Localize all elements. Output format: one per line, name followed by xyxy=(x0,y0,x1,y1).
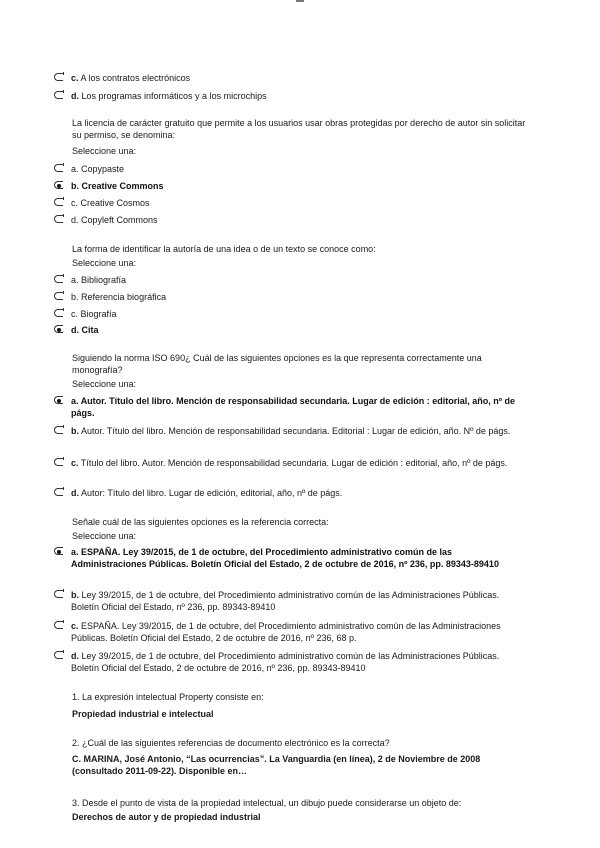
option-letter: d. xyxy=(71,651,79,661)
option-letter: c. xyxy=(71,198,79,208)
select-one-hint: Seleccione una: xyxy=(72,258,137,268)
option-letter: a. xyxy=(71,547,79,557)
radio-icon[interactable] xyxy=(54,488,63,496)
summary-question: 2. ¿Cuál de las siguientes referencias de documento electrónico es la correcta? xyxy=(72,738,390,748)
option-letter: d. xyxy=(71,325,79,335)
option-text: Bibliografía xyxy=(81,275,127,285)
select-one-hint: Seleccione una: xyxy=(72,146,137,156)
radio-icon[interactable] xyxy=(54,651,63,659)
option-letter: c. xyxy=(71,73,79,83)
page-top-mark xyxy=(296,0,304,2)
option-text: Autor. Título del libro. Mención de responsabilidad secundaria. Lugar de edición : editorial, año, nº de págs. xyxy=(71,396,516,418)
option-text: Creative Cosmos xyxy=(80,198,150,208)
option-letter: c. xyxy=(71,458,79,468)
radio-icon[interactable] xyxy=(54,215,63,223)
summary-question: 1. La expresión intelectual Property consiste en: xyxy=(72,692,264,702)
radio-icon[interactable] xyxy=(54,198,63,206)
summary-answer: Propiedad industrial e intelectual xyxy=(72,709,214,719)
option-letter: b. xyxy=(71,181,79,191)
radio-checked-icon[interactable] xyxy=(54,181,63,189)
radio-icon[interactable] xyxy=(54,73,63,81)
option-letter: b. xyxy=(71,292,79,302)
option-text: ESPAÑA. Ley 39/2015, de 1 de octubre, del Procedimiento administrativo común de las Administraciones Públicas. Boletín Oficial del Estado, 2 de octubre de 2016, nº 236, pp. 89343-89410 xyxy=(71,547,499,569)
option-letter: c. xyxy=(71,309,79,319)
question-text: La forma de identificar la autoría de una idea o de un texto se conoce como: xyxy=(72,244,376,254)
option-letter: d. xyxy=(71,91,79,101)
radio-checked-icon[interactable] xyxy=(54,396,63,404)
option-text: A los contratos electrónicos xyxy=(80,73,191,83)
option-text: Autor: Título del libro. Lugar de edición, editorial, año, nº de págs. xyxy=(81,488,343,498)
select-one-hint: Seleccione una: xyxy=(72,531,137,541)
option-letter: a. xyxy=(71,164,79,174)
radio-icon[interactable] xyxy=(54,275,63,283)
radio-icon[interactable] xyxy=(54,590,63,598)
option-letter: d. xyxy=(71,215,79,225)
option-letter: b. xyxy=(71,426,79,436)
radio-icon[interactable] xyxy=(54,309,63,317)
option-text: Copyleft Commons xyxy=(81,215,158,225)
radio-icon[interactable] xyxy=(54,292,63,300)
option-text: Biografía xyxy=(80,309,117,319)
option-letter: a. xyxy=(71,396,79,406)
option-text: Autor. Título del libro. Mención de responsabilidad secundaria. Editorial : Lugar de edición, año. Nº de págs. xyxy=(81,426,511,436)
radio-icon[interactable] xyxy=(54,621,63,629)
radio-icon[interactable] xyxy=(54,164,63,172)
option-letter: a. xyxy=(71,275,79,285)
option-text: Título del libro. Autor. Mención de responsabilidad secundaria. Lugar de edición : editorial, año, nº de págs. xyxy=(80,458,508,468)
option-text: ESPAÑA. Ley 39/2015, de 1 de octubre, del Procedimiento administrativo común de las Administraciones Públicas. Boletín Oficial del Estado, 2 de octubre de 2016, nº 236, 68 p. xyxy=(71,621,501,643)
option-letter: d. xyxy=(71,488,79,498)
question-text: Siguiendo la norma ISO 690¿ Cuál de las siguientes opciones es la que representa correctamente una monografía? xyxy=(72,353,482,375)
option-letter: c. xyxy=(71,621,79,631)
option-text: Creative Commons xyxy=(81,181,164,191)
select-one-hint: Seleccione una: xyxy=(72,379,137,389)
radio-icon[interactable] xyxy=(54,426,63,434)
option-text: Copypaste xyxy=(81,164,125,174)
radio-checked-icon[interactable] xyxy=(54,325,63,333)
summary-answer: C. MARINA, José Antonio, “Las ocurrencias”. La Vanguardia (en línea), 2 de Noviembre de 2008 (consultado 2011-09-22). Disponible en… xyxy=(72,754,481,776)
radio-icon[interactable] xyxy=(54,91,63,99)
option-text: Cita xyxy=(81,325,99,335)
radio-checked-icon[interactable] xyxy=(54,547,63,555)
option-letter: b. xyxy=(71,590,79,600)
option-text: Ley 39/2015, de 1 de octubre, del Procedimiento administrativo común de las Administraciones Públicas. Boletín Oficial del Estado, nº 236, pp. 89343-89410 xyxy=(71,590,500,612)
summary-answer: Derechos de autor y de propiedad industrial xyxy=(72,812,261,822)
option-text: Referencia biográfica xyxy=(81,292,167,302)
question-text: Señale cuál de las siguientes opciones es la referencia correcta: xyxy=(72,517,329,527)
option-text: Los programas informáticos y a los microchips xyxy=(81,91,267,101)
summary-question: 3. Desde el punto de vista de la propiedad intelectual, un dibujo puede considerarse un objeto de: xyxy=(72,798,462,808)
radio-icon[interactable] xyxy=(54,458,63,466)
question-text: La licencia de carácter gratuito que permite a los usuarios usar obras protegidas por derecho de autor sin solicitar su permiso, se denomina: xyxy=(72,118,526,140)
option-text: Ley 39/2015, de 1 de octubre, del Procedimiento administrativo común de las Administraciones Públicas. Boletín Oficial del Estado, 2 de octubre de 2016, nº 236, pp. 89343-89410 xyxy=(71,651,500,673)
